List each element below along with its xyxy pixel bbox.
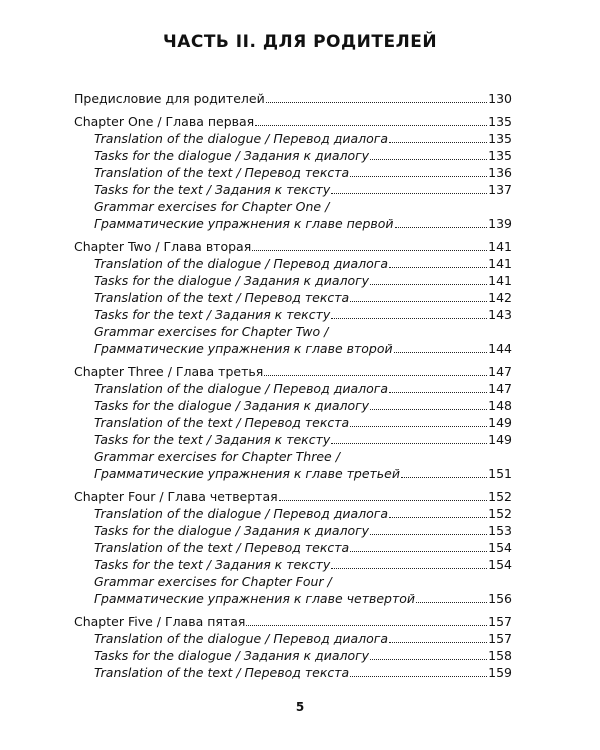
toc-label: Tasks for the text / Задания к тексту xyxy=(94,557,331,572)
toc-label: Chapter One / Глава первая xyxy=(74,114,255,129)
toc-label: Предисловие для родителей xyxy=(74,91,265,106)
toc-chapter-row xyxy=(74,113,512,130)
toc-label: Chapter Three / Глава третья xyxy=(74,364,264,379)
table-of-contents xyxy=(74,90,512,681)
toc-page-number: 144 xyxy=(488,341,512,356)
toc-entry-row xyxy=(74,647,512,664)
toc-entry-row xyxy=(74,664,512,681)
dot-leader xyxy=(370,409,487,410)
toc-page-number: 135 xyxy=(488,114,512,129)
toc-page-number: 157 xyxy=(488,631,512,646)
dot-leader xyxy=(416,602,487,603)
toc-page-number: 151 xyxy=(488,466,512,481)
toc-entry-row xyxy=(74,164,512,181)
toc-page-number: 148 xyxy=(488,398,512,413)
toc-entry-row xyxy=(74,539,512,556)
toc-entry-row xyxy=(74,198,512,215)
dot-leader xyxy=(350,301,487,302)
dot-leader xyxy=(370,159,487,160)
toc-page-number: 154 xyxy=(488,557,512,572)
toc-entry-row xyxy=(74,215,512,232)
toc-page-number: 158 xyxy=(488,648,512,663)
toc-entry-row xyxy=(74,340,512,357)
toc-entry-row xyxy=(74,465,512,482)
page-number: 5 xyxy=(295,700,305,714)
toc-page-number: 147 xyxy=(488,364,512,379)
toc-page-number: 153 xyxy=(488,523,512,538)
toc-page-number: 152 xyxy=(488,506,512,521)
toc-page-number: 149 xyxy=(488,415,512,430)
toc-entry-row xyxy=(74,272,512,289)
toc-label: Грамматические упражнения к главе второй xyxy=(94,341,393,356)
toc-label: Tasks for the text / Задания к тексту xyxy=(94,182,331,197)
toc-entry-row xyxy=(74,323,512,340)
toc-entry-row xyxy=(74,289,512,306)
dot-leader xyxy=(350,676,487,677)
toc-page-number: 141 xyxy=(488,273,512,288)
toc-label: Grammar exercises for Chapter Three / xyxy=(94,449,340,464)
toc-label: Tasks for the dialogue / Задания к диалогу xyxy=(94,523,370,538)
dot-leader xyxy=(255,125,487,126)
toc-page-number: 137 xyxy=(488,182,512,197)
toc-page-number: 149 xyxy=(488,432,512,447)
toc-entry-row xyxy=(74,255,512,272)
dot-leader xyxy=(350,551,487,552)
toc-page-number: 141 xyxy=(488,256,512,271)
toc-page-number: 154 xyxy=(488,540,512,555)
toc-label: Translation of the dialogue / Перевод диалога xyxy=(94,131,388,146)
toc-entry-row xyxy=(74,181,512,198)
dot-leader xyxy=(252,250,487,251)
toc-label: Грамматические упражнения к главе четвертой xyxy=(94,591,416,606)
toc-entry-row xyxy=(74,431,512,448)
toc-page-number: 152 xyxy=(488,489,512,504)
toc-label: Tasks for the text / Задания к тексту xyxy=(94,307,331,322)
dot-leader xyxy=(370,284,487,285)
toc-page-number: 143 xyxy=(488,307,512,322)
toc-label: Tasks for the dialogue / Задания к диалогу xyxy=(94,398,370,413)
toc-entry-row xyxy=(74,590,512,607)
toc-page-number: 135 xyxy=(488,148,512,163)
toc-label: Translation of the text / Перевод текста xyxy=(94,290,350,305)
dot-leader xyxy=(279,500,487,501)
toc-entry-row xyxy=(74,573,512,590)
toc-label: Translation of the dialogue / Перевод диалога xyxy=(94,256,388,271)
toc-label: Tasks for the dialogue / Задания к диалогу xyxy=(94,148,370,163)
toc-page-number: 135 xyxy=(488,131,512,146)
toc-chapter-row xyxy=(74,613,512,630)
toc-page-number: 139 xyxy=(488,216,512,231)
toc-entry-row xyxy=(74,130,512,147)
dot-leader xyxy=(370,659,487,660)
dot-leader xyxy=(370,534,487,535)
dot-leader xyxy=(395,227,488,228)
toc-page-number: 130 xyxy=(488,91,512,106)
toc-label: Translation of the text / Перевод текста xyxy=(94,165,350,180)
dot-leader xyxy=(264,375,487,376)
toc-label: Translation of the dialogue / Перевод диалога xyxy=(94,506,388,521)
toc-page-number: 156 xyxy=(488,591,512,606)
toc-label: Грамматические упражнения к главе первой xyxy=(94,216,394,231)
toc-label: Tasks for the dialogue / Задания к диалогу xyxy=(94,273,370,288)
toc-chapter-row xyxy=(74,90,512,107)
toc-label: Grammar exercises for Chapter Four / xyxy=(94,574,332,589)
dot-leader xyxy=(394,352,488,353)
dot-leader xyxy=(350,176,487,177)
dot-leader xyxy=(389,267,487,268)
toc-page-number: 142 xyxy=(488,290,512,305)
toc-chapter-row xyxy=(74,238,512,255)
toc-page-number: 141 xyxy=(488,239,512,254)
toc-entry-row xyxy=(74,505,512,522)
toc-page-number: 136 xyxy=(488,165,512,180)
toc-entry-row xyxy=(74,380,512,397)
toc-label: Translation of the text / Перевод текста xyxy=(94,415,350,430)
toc-page-number: 157 xyxy=(488,614,512,629)
dot-leader xyxy=(331,318,487,319)
dot-leader xyxy=(331,193,487,194)
dot-leader xyxy=(401,477,487,478)
toc-page-number: 147 xyxy=(488,381,512,396)
toc-chapter-row xyxy=(74,363,512,380)
toc-entry-row xyxy=(74,147,512,164)
toc-label: Grammar exercises for Chapter Two / xyxy=(94,324,329,339)
toc-entry-row xyxy=(74,414,512,431)
toc-label: Chapter Four / Глава четвертая xyxy=(74,489,278,504)
toc-label: Chapter Five / Глава пятая xyxy=(74,614,246,629)
dot-leader xyxy=(331,568,487,569)
toc-entry-row xyxy=(74,448,512,465)
toc-label: Translation of the text / Перевод текста xyxy=(94,540,350,555)
dot-leader xyxy=(246,625,487,626)
toc-page-number: 159 xyxy=(488,665,512,680)
dot-leader xyxy=(266,102,487,103)
toc-entry-row xyxy=(74,397,512,414)
toc-entry-row xyxy=(74,306,512,323)
toc-label: Tasks for the dialogue / Задания к диалогу xyxy=(94,648,370,663)
dot-leader xyxy=(389,642,487,643)
toc-label: Грамматические упражнения к главе третьей xyxy=(94,466,400,481)
toc-label: Translation of the dialogue / Перевод диалога xyxy=(94,631,388,646)
toc-entry-row xyxy=(74,630,512,647)
dot-leader xyxy=(331,443,487,444)
toc-label: Translation of the text / Перевод текста xyxy=(94,665,350,680)
toc-entry-row xyxy=(74,556,512,573)
page-title: ЧАСТЬ II. ДЛЯ РОДИТЕЛЕЙ xyxy=(162,32,438,52)
toc-chapter-row xyxy=(74,488,512,505)
toc-entry-row xyxy=(74,522,512,539)
toc-label: Tasks for the text / Задания к тексту xyxy=(94,432,331,447)
toc-label: Grammar exercises for Chapter One / xyxy=(94,199,330,214)
dot-leader xyxy=(389,517,487,518)
toc-label: Chapter Two / Глава вторая xyxy=(74,239,252,254)
dot-leader xyxy=(389,392,487,393)
dot-leader xyxy=(350,426,487,427)
toc-label: Translation of the dialogue / Перевод диалога xyxy=(94,381,388,396)
dot-leader xyxy=(389,142,487,143)
